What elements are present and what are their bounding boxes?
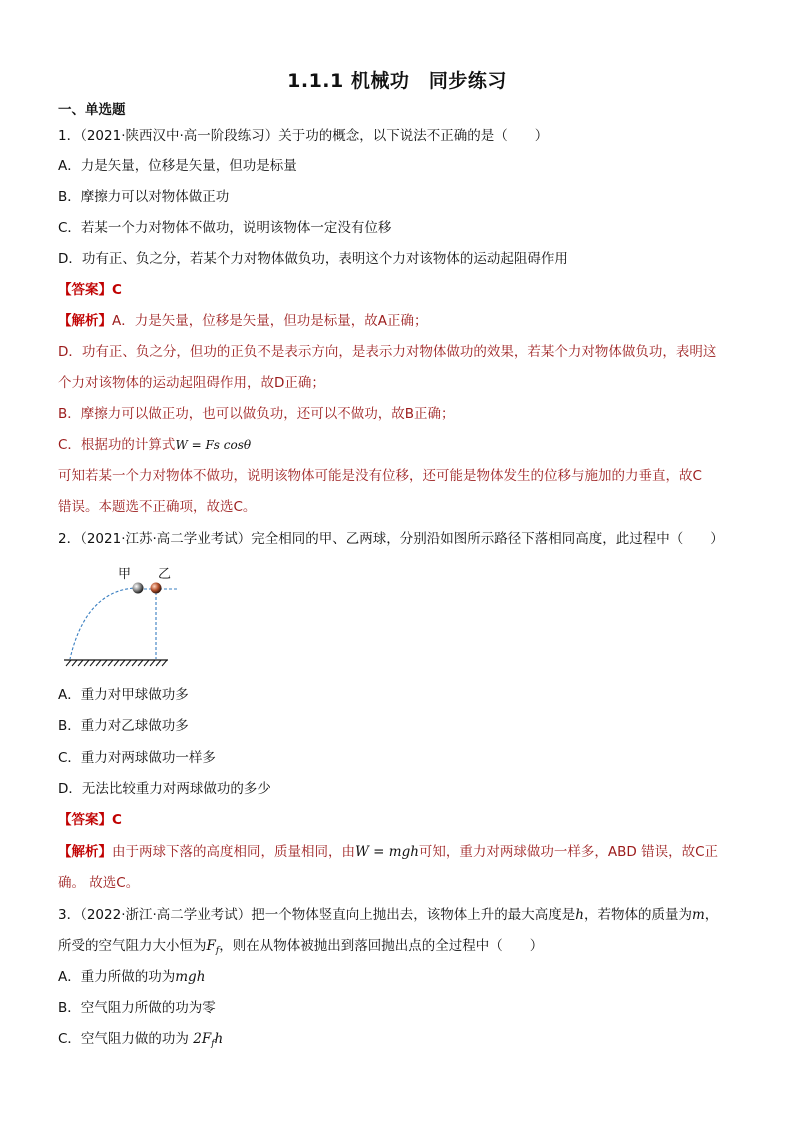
falling-balls-diagram	[58, 562, 188, 674]
q1-analysis-1	[58, 312, 427, 330]
answer-tag: 【答案】	[58, 282, 112, 298]
analysis-tag: 【解析】	[58, 313, 112, 329]
analysis-text: C．根据功的计算式	[58, 437, 176, 453]
q2-option-a: A．重力对甲球做功多	[58, 687, 189, 703]
stem-text: ，则在从物体被抛出到落回抛出点的全过程中（ ）	[219, 938, 544, 954]
q1-analysis-2a: D．功有正、负之分，但功的正负不是表示方向，是表示力对物体做功的效果，若某个力对物体做负功，表明这	[58, 344, 717, 360]
answer-tag: 【答案】	[58, 812, 112, 828]
option-formula: 2F	[193, 1031, 212, 1047]
q1-analysis-3: B．摩擦力可以做正功，也可以做负功，还可以不做功，故B正确；	[58, 406, 455, 422]
q1-option-c: C．若某一个力对物体不做功，说明该物体一定没有位移	[58, 220, 392, 236]
q1-analysis-5b: 错误。本题选不正确项，故选C。	[58, 499, 257, 515]
q3-stem-line-2	[58, 937, 543, 960]
formula-work: W = Fs cosθ	[175, 438, 252, 452]
answer-value: C	[112, 812, 122, 828]
q1-analysis-4	[58, 436, 251, 454]
q1-option-a: A．力是矢量，位移是矢量，但功是标量	[58, 158, 297, 174]
section-heading: 一、单选题	[58, 102, 126, 118]
answer-value: C	[112, 282, 122, 298]
q3-option-b: B．空气阻力所做的功为零	[58, 1000, 216, 1016]
analysis-tag: 【解析】	[58, 844, 112, 860]
q1-stem: 1．（2021·陕西汉中·高一阶段练习）关于功的概念，以下说法不正确的是（ ）	[58, 128, 549, 144]
option-text: A．重力所做的功为	[58, 969, 176, 985]
ground-hatching	[66, 660, 167, 666]
option-text: C．空气阻力做的功为	[58, 1031, 189, 1047]
q2-option-b: B．重力对乙球做功多	[58, 718, 189, 734]
option-formula: mgh	[175, 969, 206, 985]
var-F: F	[206, 938, 216, 954]
q2-stem: 2．（2021·江苏·高二学业考试）完全相同的甲、乙两球，分别沿如图所示路径下落相同高度，此过程中（ ）	[58, 531, 724, 547]
formula-mgh: W = mgh	[355, 844, 419, 860]
q1-analysis-5a: 可知若某一个力对物体不做功，说明该物体可能是没有位移，还可能是物体发生的位移与施加的力垂直，故C	[58, 468, 702, 484]
label-jia: 甲	[118, 567, 132, 582]
stem-text: ，	[704, 907, 719, 923]
label-yi: 乙	[158, 567, 172, 582]
var-f-sub: f	[215, 946, 220, 956]
analysis-text: A．力是矢量，位移是矢量，但功是标量，故A正确；	[112, 313, 428, 329]
q1-answer	[58, 281, 122, 299]
q3-stem-line-1	[58, 906, 718, 924]
q1-option-d: D．功有正、负之分，若某个力对物体做负功，表明这个力对该物体的运动起阻碍作用	[58, 251, 568, 267]
stem-text: ，若物体的质量为	[583, 907, 692, 923]
q2-option-d: D．无法比较重力对两球做功的多少	[58, 781, 271, 797]
q3-option-a	[58, 968, 205, 986]
page-title: 1.1.1 机械功 同步练习	[287, 70, 507, 92]
q2-answer	[58, 811, 122, 829]
stem-text: 3．（2022·浙江·高二学业考试）把一个物体竖直向上抛出去，该物体上升的最大高度是	[58, 907, 576, 923]
ball-jia	[133, 583, 144, 594]
option-formula-end: h	[214, 1031, 224, 1047]
q2-analysis-b: 确。 故选C。	[58, 875, 140, 891]
analysis-text: 由于两球下落的高度相同，质量相同，由	[112, 844, 355, 860]
analysis-text: 可知，重力对两球做功一样多，ABD 错误，故C正	[418, 844, 719, 860]
stem-text: 所受的空气阻力大小恒为	[58, 938, 207, 954]
curved-path	[70, 588, 138, 659]
ball-yi	[151, 583, 162, 594]
var-h: h	[575, 907, 584, 923]
q3-option-c	[58, 1030, 223, 1053]
q2-option-c: C．重力对两球做功一样多	[58, 750, 216, 766]
var-m: m	[691, 907, 705, 923]
q1-option-b: B．摩擦力可以对物体做正功	[58, 189, 230, 205]
option-sub: f	[211, 1039, 215, 1049]
q1-analysis-2b: 个力对该物体的运动起阻碍作用，故D正确；	[58, 375, 325, 391]
q2-analysis-a	[58, 843, 718, 861]
